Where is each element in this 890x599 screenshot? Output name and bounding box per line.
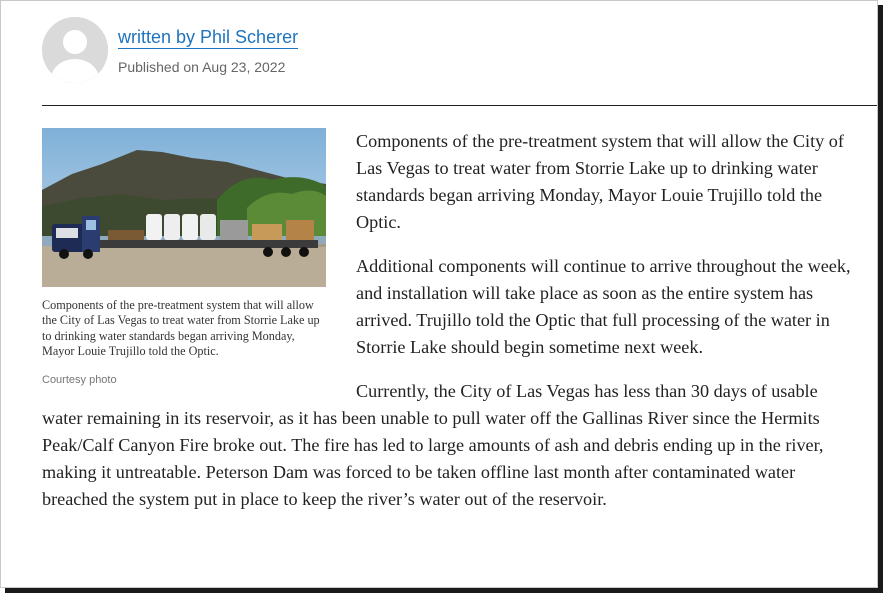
- author-avatar[interactable]: [42, 17, 108, 83]
- published-date: Published on Aug 23, 2022: [118, 59, 286, 75]
- article-photo[interactable]: [42, 128, 326, 287]
- author-link[interactable]: [118, 27, 298, 49]
- paragraph-3: Currently, the City of Las Vegas has less than 30 days of usable water remaining in its reservoir, as it has been unable to pull water off the Gallinas River since the Hermits Peak/Calf Canyon Fire broke out. The fire has led to large amounts of ash and debris ending up in the river, making it untreatable. Peterson Dam was forced to be taken offline last month after contaminated water breached the system put in place to keep the river’s water out of the reservoir.: [42, 381, 824, 509]
- byline: [118, 27, 298, 75]
- article-body: [42, 128, 852, 530]
- photo-credit: Courtesy photo: [42, 373, 117, 386]
- user-silhouette-icon: [42, 17, 108, 83]
- photo-caption: Components of the pre-treatment system that will allow the City of Las Vegas to treat water from Storrie Lake up to drinking water standards began arriving Monday, Mayor Louie Trujillo told the Optic.: [42, 298, 320, 359]
- byline-prefix: written by: [118, 27, 201, 47]
- paragraph-1: Components of the pre-treatment system that will allow the City of Las Vegas to treat water from Storrie Lake up to drinking water standards began arriving Monday, Mayor Louie Trujillo told the Optic.: [356, 131, 844, 232]
- author-name: Phil Scherer: [200, 27, 299, 47]
- paragraph-2: Additional components will continue to arrive throughout the week, and installation will take place as soon as the entire system has arrived. Trujillo told the Optic that full processing of the water in Storrie Lake should begin sometime next week.: [356, 256, 851, 357]
- divider: [42, 105, 878, 106]
- article-figure: [42, 128, 326, 394]
